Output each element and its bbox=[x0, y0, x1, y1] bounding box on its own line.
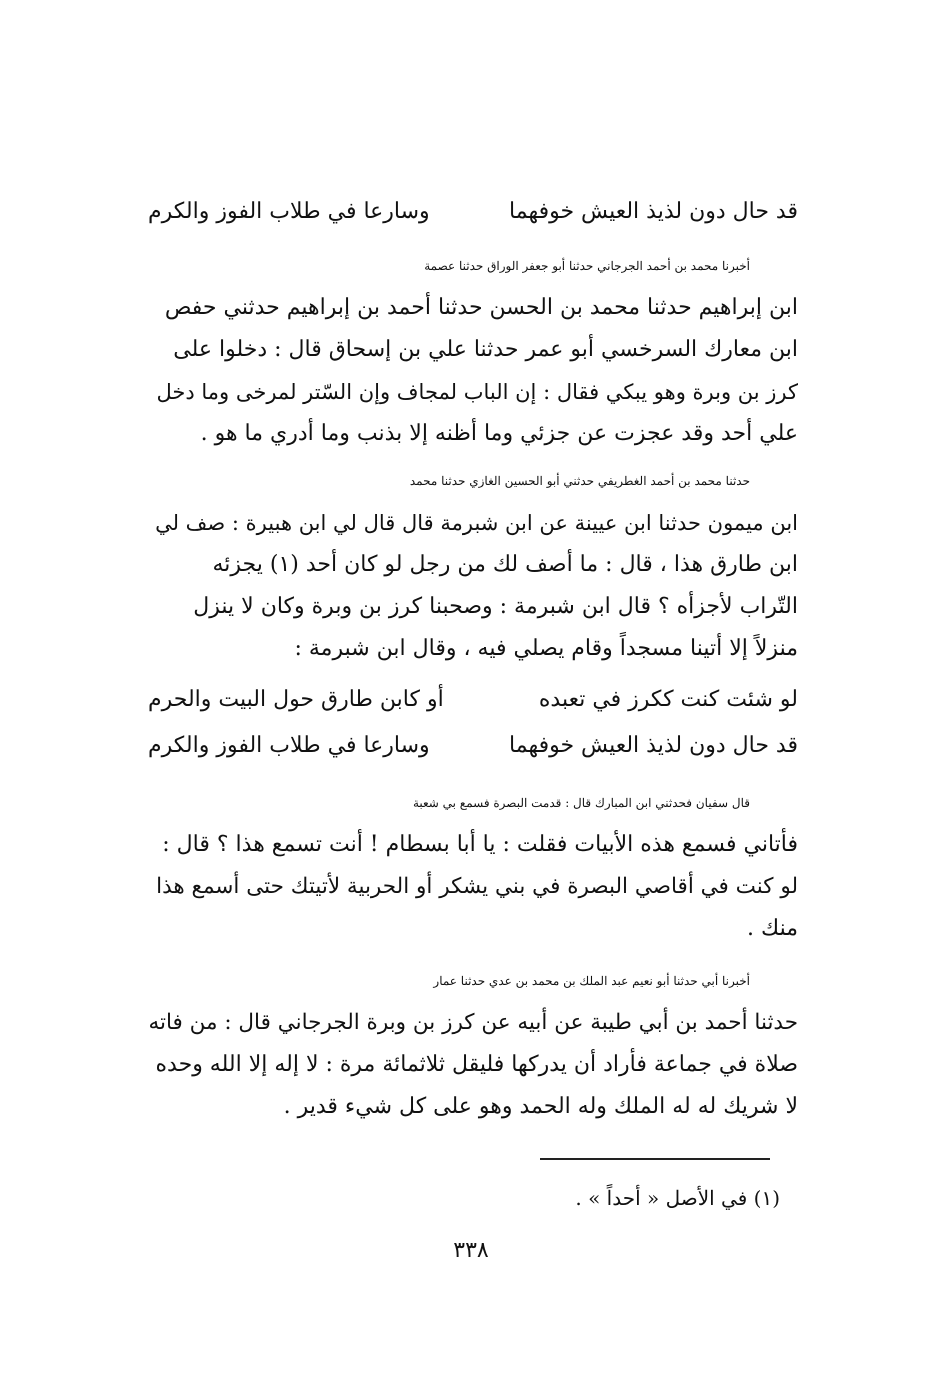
paragraph-3 bbox=[148, 782, 798, 950]
paragraph-1-line: ابن معارك السرخسي أبو عمر حدثنا علي بن إسحاق قال : دخلوا على bbox=[173, 337, 798, 362]
paragraph-1-line: أخبرنا محمد بن أحمد الجرجاني حدثنا أبو جعفر الوراق حدثنا عصمة bbox=[424, 259, 750, 273]
poem-verse-2 bbox=[148, 726, 798, 766]
paragraph-4-line: صلاة في جماعة فأراد أن يدركها فليقل ثلاثمائة مرة : لا إله إلا الله وحده bbox=[155, 1052, 798, 1077]
poem-verse-1-second-hemistich: أو كابن طارق حول البيت والحرم bbox=[148, 687, 444, 712]
paragraph-1-line: علي أحد وقد عجزت عن جزئي وما أظنه إلا بذنب وما أدري ما هو . bbox=[200, 421, 798, 446]
paragraph-2-line: منزلاً إلا أتينا مسجداً وقام يصلي فيه ، وقال ابن شبرمة : bbox=[294, 636, 798, 661]
paragraph-2-line: التّراب لأجزأه ؟ قال ابن شبرمة : وصحبنا كرز بن وبرة وكان لا ينزل bbox=[193, 594, 798, 619]
paragraph-3-line: منك . bbox=[747, 916, 798, 941]
verse-top-second-hemistich: وسارعا في طلاب الفوز والكرم bbox=[148, 199, 430, 224]
paragraph-4-line: لا شريك له له الملك وله الحمد وهو على كل شيء قدير . bbox=[283, 1094, 798, 1119]
paragraph-1-line: ابن إبراهيم حدثنا محمد بن الحسن حدثنا أحمد بن إبراهيم حدثني حفص bbox=[164, 295, 798, 320]
paragraph-3-line: لو كنت في أقاصي البصرة في بني يشكر أو الحربية لأتيتك حتى أسمع هذا bbox=[156, 874, 798, 899]
paragraph-2-line: ابن طارق هذا ، قال : ما أصف لك من رجل لو كان أحد (١) يجزئه bbox=[212, 552, 798, 577]
paragraph-1 bbox=[148, 245, 798, 455]
paragraph-4-line: أخبرنا أبي حدثنا أبو نعيم عبد الملك بن محمد بن عدي حدثنا عمار bbox=[433, 974, 750, 988]
paragraph-2 bbox=[148, 460, 798, 670]
poem-verse-2-first-hemistich: قد حال دون لذيذ العيش خوفهما bbox=[509, 733, 798, 758]
paragraph-2-line: حدثنا محمد بن أحمد الغطريفي حدثني أبو الحسين الغازي حدثنا محمد bbox=[409, 474, 750, 488]
paragraph-2-line: ابن ميمون حدثنا ابن عيينة عن ابن شبرمة قال قال لي ابن هبيرة : صف لي bbox=[155, 511, 798, 535]
paragraph-3-line: قال سفيان فحدثني ابن المبارك قال : قدمت البصرة فسمع بي شعبة bbox=[412, 796, 750, 810]
paragraph-4 bbox=[148, 960, 798, 1128]
paragraph-1-line: كرز بن وبرة وهو يبكي فقال : إن الباب لمجاف وإن السّتر لمرخى وما دخل bbox=[156, 380, 798, 404]
verse-top-first-hemistich: قد حال دون لذيذ العيش خوفهما bbox=[509, 199, 798, 224]
poem-verse-2-second-hemistich: وسارعا في طلاب الفوز والكرم bbox=[148, 733, 430, 758]
poem-verse-1 bbox=[148, 680, 798, 720]
poem-verse-1-first-hemistich: لو شئت كنت ككرز في تعبده bbox=[538, 687, 798, 712]
footnote-separator bbox=[540, 1158, 770, 1160]
paragraph-4-line: حدثنا أحمد بن أبي طيبة عن أبيه عن كرز بن وبرة الجرجاني قال : من فاته bbox=[148, 1010, 798, 1035]
page-number: ٣٣٨ bbox=[453, 1238, 489, 1263]
paragraph-3-line: فأتاني فسمع هذه الأبيات فقلت : يا أبا بسطام ! أنت تسمع هذا ؟ قال : bbox=[162, 832, 798, 857]
footnote: (١) في الأصل « أحداً » . bbox=[575, 1186, 780, 1210]
verse-top bbox=[148, 192, 798, 232]
